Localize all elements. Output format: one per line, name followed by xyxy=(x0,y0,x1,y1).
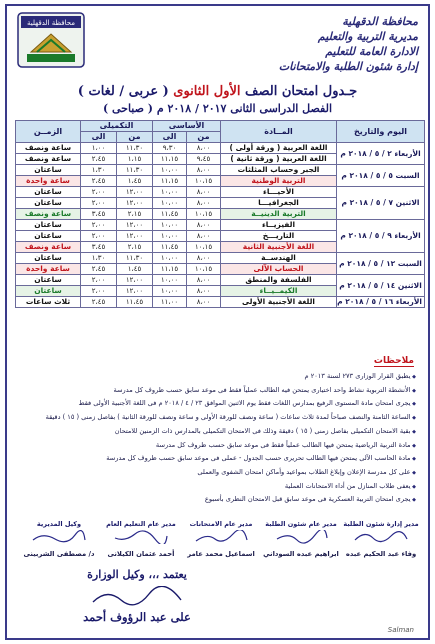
signature-name: أحمد عثمان الكيلانى xyxy=(107,550,175,558)
header-duration: الزمــن xyxy=(16,121,81,143)
cell-duration: ساعتان xyxy=(16,187,81,198)
table-row xyxy=(16,143,425,154)
table-row xyxy=(16,165,425,176)
cell-duration: ساعة ونصف xyxy=(16,242,81,253)
cell-comp-to: ٢،٠٠ xyxy=(81,220,117,231)
cell-comp-to: ٢،٤٥ xyxy=(81,297,117,308)
approval-line: يعتمد ،،، وكيل الوزارة xyxy=(87,568,187,581)
cell-comp-to: ٢،٤٥ xyxy=(81,154,117,165)
cell-basic-to: ١١،١٥ xyxy=(153,154,187,165)
cell-duration: ثلاث ساعات xyxy=(16,297,81,308)
note-item: ◆ الساعة الثامنة والنصف صباحاً لمدة ثلاث ساعات ( ساعة ونصف للورقة الأولى و ساعة ونصف للورقة الثانية ) بفاصل زمنى ( ١٥ ) دقيقة xyxy=(19,411,416,425)
cell-comp-from: ١٢،٠٠ xyxy=(117,198,153,209)
cell-basic-to: ١٠،٠٠ xyxy=(153,231,187,242)
cell-basic-from: ١٠،١٥ xyxy=(187,264,221,275)
cell-basic-to: ١١،٤٥ xyxy=(153,209,187,220)
cell-basic-from: ٨،٠٠ xyxy=(187,253,221,264)
note-item: ◆ يجرى امتحان مادة المستوى الرفيع بمدارس اللغات فقط يوم الاثنين الموافق ٢٣ / ٤ / ٢٠١٨ م فى اللغة الأجنبية الأولى فقط xyxy=(19,397,416,411)
cell-comp-from: ١،٤٥ xyxy=(117,176,153,187)
signature-scribble-icon xyxy=(191,530,251,544)
cell-duration: ساعة واحدة xyxy=(16,264,81,275)
signature-role: مدير عام الامتحانات xyxy=(189,520,253,528)
cell-comp-from: ١١،٤٥ xyxy=(117,297,153,308)
cell-basic-from: ٨،٠٠ xyxy=(187,275,221,286)
cell-duration: ساعة ونصف xyxy=(16,143,81,154)
cell-comp-from: ١١،٣٠ xyxy=(117,165,153,176)
cell-comp-to: ٢،٤٥ xyxy=(81,264,117,275)
cell-basic-to: ١٠،٠٠ xyxy=(153,220,187,231)
cell-basic-from: ٨،٠٠ xyxy=(187,198,221,209)
cell-comp-to: ٢،٠٠ xyxy=(81,231,117,242)
governorate-logo xyxy=(17,12,85,68)
schedule-title: جـدول امتحان الصف الأول الثانوى ( عربى / لغات ) xyxy=(77,84,358,99)
cell-comp-from: ١٢،٠٠ xyxy=(117,231,153,242)
header-comp-from: من xyxy=(117,132,153,143)
cell-comp-from: ١،١٥ xyxy=(117,154,153,165)
cell-subject: اللغة العربية ( ورقة ثانية ) xyxy=(221,154,337,165)
cell-day: الأربعاء ١٦ / ٥ / ٢٠١٨ م xyxy=(337,297,425,308)
cell-comp-from: ١١،٣٠ xyxy=(117,143,153,154)
header-ministry-lines xyxy=(268,14,418,74)
cell-subject: التاريـــخ xyxy=(221,231,337,242)
cell-subject: الحساب الآلى xyxy=(221,264,337,275)
cell-subject: الجبر وحساب المثلثات xyxy=(221,165,337,176)
cell-basic-to: ١١،٠٠ xyxy=(153,297,187,308)
header-line-governorate: محافظة الدقهلية xyxy=(342,15,418,28)
cell-comp-to: ١،٣٠ xyxy=(81,165,117,176)
cell-basic-to: ٩،٣٠ xyxy=(153,143,187,154)
header-subject: المــادة xyxy=(221,121,337,143)
cell-basic-to: ١١،١٥ xyxy=(153,176,187,187)
cell-comp-from: ١،٤٥ xyxy=(117,264,153,275)
cell-day: الاثنين ١٤ / ٥ / ٢٠١٨ م xyxy=(337,275,425,297)
cell-basic-from: ١٠،١٥ xyxy=(187,242,221,253)
header-basic-from: من xyxy=(187,132,221,143)
cell-comp-from: ١٢،٠٠ xyxy=(117,220,153,231)
table-row xyxy=(16,275,425,286)
table-row xyxy=(16,253,425,264)
cell-comp-to: ٢،٠٠ xyxy=(81,275,117,286)
cell-basic-from: ١٠،١٥ xyxy=(187,176,221,187)
cell-subject: اللغة الأجنبية الثانية xyxy=(221,242,337,253)
cell-subject: الجغرافيـــا xyxy=(221,198,337,209)
note-item: ◆ يطبق القرار الوزارى ٢٧٣ لسنة ٢٠١٣ م xyxy=(19,370,416,384)
document-header xyxy=(7,12,428,73)
signature-name: ابراهيم عبده السوداني xyxy=(263,550,339,558)
cell-basic-from: ٩،٤٥ xyxy=(187,154,221,165)
signature-block xyxy=(102,520,180,558)
header-line-directorate: مديرية التربية والتعليم xyxy=(317,30,418,43)
signature-role: مدير عام التعليم العام xyxy=(106,520,176,528)
cell-comp-to: ١،٣٠ xyxy=(81,253,117,264)
signature-block xyxy=(262,520,340,558)
cell-duration: ساعة واحدة xyxy=(16,176,81,187)
deputy-signature-icon xyxy=(87,586,187,608)
cell-basic-from: ٨،٠٠ xyxy=(187,187,221,198)
cell-comp-from: ١٢،٠٠ xyxy=(117,187,153,198)
exam-schedule-table xyxy=(15,120,425,308)
cell-subject: اللغة الأجنبية الأولى xyxy=(221,297,337,308)
cell-comp-to: ٣،٤٥ xyxy=(81,242,117,253)
note-item: ◆ يعفى طلاب المنازل من أداء الامتحانات العملية xyxy=(19,480,416,494)
cell-subject: التربية الوطنية xyxy=(221,176,337,187)
cell-duration: ساعتان xyxy=(16,198,81,209)
cell-basic-to: ١١،١٥ xyxy=(153,264,187,275)
cell-comp-to: ٢،٠٠ xyxy=(81,198,117,209)
header-complementary: التكميلى xyxy=(81,121,153,132)
table-row xyxy=(16,187,425,198)
cell-comp-from: ٢،١٥ xyxy=(117,242,153,253)
cell-subject: الهندســة xyxy=(221,253,337,264)
note-item: ◆ الأنشطة التربوية نشاط واحد اختيارى يمتحن فيه الطالب عملياً فقط فى موعد سابق حسب ظروف كل مدرسة xyxy=(19,384,416,398)
cell-duration: ساعتان xyxy=(16,253,81,264)
signature-name: وفاء عبد الحكيم عبده xyxy=(345,550,417,558)
cell-comp-to: ٢،٠٠ xyxy=(81,187,117,198)
cell-duration: ساعة ونصف xyxy=(16,209,81,220)
schedule-subtitle: الفصل الدراسى الثانى ٢٠١٧ / ٢٠١٨ م ( صباحى ) xyxy=(102,102,333,115)
notes-title: ملاحظات xyxy=(373,356,414,366)
notes-list xyxy=(19,370,416,507)
signature-block xyxy=(182,520,260,558)
cell-duration: ساعتان xyxy=(16,286,81,297)
cell-basic-to: ١٠،٠٠ xyxy=(153,187,187,198)
header-basic: الأساسى xyxy=(153,121,221,132)
signature-name: اسماعيل محمد عامر xyxy=(187,550,255,558)
cell-duration: ساعتان xyxy=(16,231,81,242)
exam-schedule-page xyxy=(5,4,430,640)
cell-day: الاثنين ٧ / ٥ / ٢٠١٨ م xyxy=(337,187,425,220)
cell-basic-from: ٨،٠٠ xyxy=(187,297,221,308)
header-day: اليوم والتاريخ xyxy=(337,121,425,143)
signature-role: وكيل المديرية xyxy=(36,520,82,528)
watermark: Salman xyxy=(387,626,414,634)
cell-duration: ساعتان xyxy=(16,165,81,176)
signature-scribble-icon xyxy=(351,530,411,544)
cell-basic-to: ١٠،٠٠ xyxy=(153,165,187,176)
cell-basic-to: ١٠،٠٠ xyxy=(153,286,187,297)
signature-role: مدير عام شئون الطلبة xyxy=(265,520,337,528)
cell-day: الأربعاء ٢ / ٥ / ٢٠١٨ م xyxy=(337,143,425,165)
note-item: ◆ على كل مدرسة الإعلان وإبلاغ الطلاب بمواعيد وأماكن امتحان الشفوى والعملى xyxy=(19,466,416,480)
cell-comp-from: ٢،١٥ xyxy=(117,209,153,220)
cell-basic-from: ٨،٠٠ xyxy=(187,220,221,231)
signature-scribble-icon xyxy=(111,530,171,544)
cell-basic-to: ١٠،٠٠ xyxy=(153,275,187,286)
cell-subject: اللغة العربية ( ورقة أولى ) xyxy=(221,143,337,154)
cell-basic-to: ١٠،٠٠ xyxy=(153,198,187,209)
header-basic-to: الى xyxy=(153,132,187,143)
cell-basic-to: ١١،٤٥ xyxy=(153,242,187,253)
cell-comp-to: ٢،٠٠ xyxy=(81,286,117,297)
cell-duration: ساعتان xyxy=(16,275,81,286)
cell-subject: الفيزيــاء xyxy=(221,220,337,231)
signature-scribble-icon xyxy=(29,530,89,544)
header-line-admin: الادارة العامة للتعليم xyxy=(325,45,418,58)
deputy-minister-name: على عبد الرؤوف أحمد xyxy=(83,610,191,624)
cell-basic-to: ١٠،٠٠ xyxy=(153,253,187,264)
cell-basic-from: ٨،٠٠ xyxy=(187,165,221,176)
signature-scribble-icon xyxy=(271,530,331,544)
cell-comp-to: ٢،٤٥ xyxy=(81,176,117,187)
cell-comp-from: ١٢،٠٠ xyxy=(117,286,153,297)
note-item: ◆ بقية الامتحان التكميلى بفاصل زمنى ( ١٥ ) دقيقة وذلك فى الامتحان التكميلى بالمدارس ذات الزمنين للامتحان xyxy=(19,425,416,439)
note-item: ◆ مادة الحاسب الآلى يمتحن فيها الطالب تحريرى حسب الجدول - عملى فى موعد سابق حسب ظروف كل مدرسة xyxy=(19,452,416,466)
cell-comp-from: ١١،٣٠ xyxy=(117,253,153,264)
signature-block xyxy=(20,520,98,558)
cell-comp-to: ١،٠٠ xyxy=(81,143,117,154)
cell-subject: الأحيـــاء xyxy=(221,187,337,198)
cell-comp-from: ١٢،٠٠ xyxy=(117,275,153,286)
svg-text:محافظة الدقهلية: محافظة الدقهلية xyxy=(27,19,75,27)
cell-basic-from: ٨،٠٠ xyxy=(187,143,221,154)
signature-name: د/ مصطفى الشربينى xyxy=(23,550,95,558)
table-row xyxy=(16,297,425,308)
header-line-affairs: إدارة شئون الطلبة والامتحانات xyxy=(278,60,418,73)
cell-basic-from: ٨،٠٠ xyxy=(187,231,221,242)
header-comp-to: الى xyxy=(81,132,117,143)
note-item: ◆ يجرى امتحان التربية العسكرية فى موعد سابق قبل الامتحان النظرى بأسبوع xyxy=(19,493,416,507)
signature-role: مدير إدارة شئون الطلبة xyxy=(343,520,419,528)
cell-subject: الفلسفة والمنطق xyxy=(221,275,337,286)
signature-block xyxy=(342,520,420,558)
cell-basic-from: ١٠،١٥ xyxy=(187,209,221,220)
cell-comp-to: ٣،٤٥ xyxy=(81,209,117,220)
cell-day: الأربعاء ٩ / ٥ / ٢٠١٨ م xyxy=(337,220,425,253)
note-item: ◆ مادة التربية الرياضية يمتحن فيها الطالب عملياً فقط فى موعد سابق حسب ظروف كل مدرسة xyxy=(19,439,416,453)
cell-subject: التربية الدينيــة xyxy=(221,209,337,220)
cell-basic-from: ٨،٠٠ xyxy=(187,286,221,297)
table-row xyxy=(16,220,425,231)
cell-subject: الكيمــيــاء xyxy=(221,286,337,297)
cell-day: السبت ٥ / ٥ / ٢٠١٨ م xyxy=(337,165,425,187)
cell-duration: ساعتان xyxy=(16,220,81,231)
cell-day: السبت ١٢ / ٥ / ٢٠١٨ م xyxy=(337,253,425,275)
cell-duration: ساعة ونصف xyxy=(16,154,81,165)
signatures-row xyxy=(15,520,420,566)
